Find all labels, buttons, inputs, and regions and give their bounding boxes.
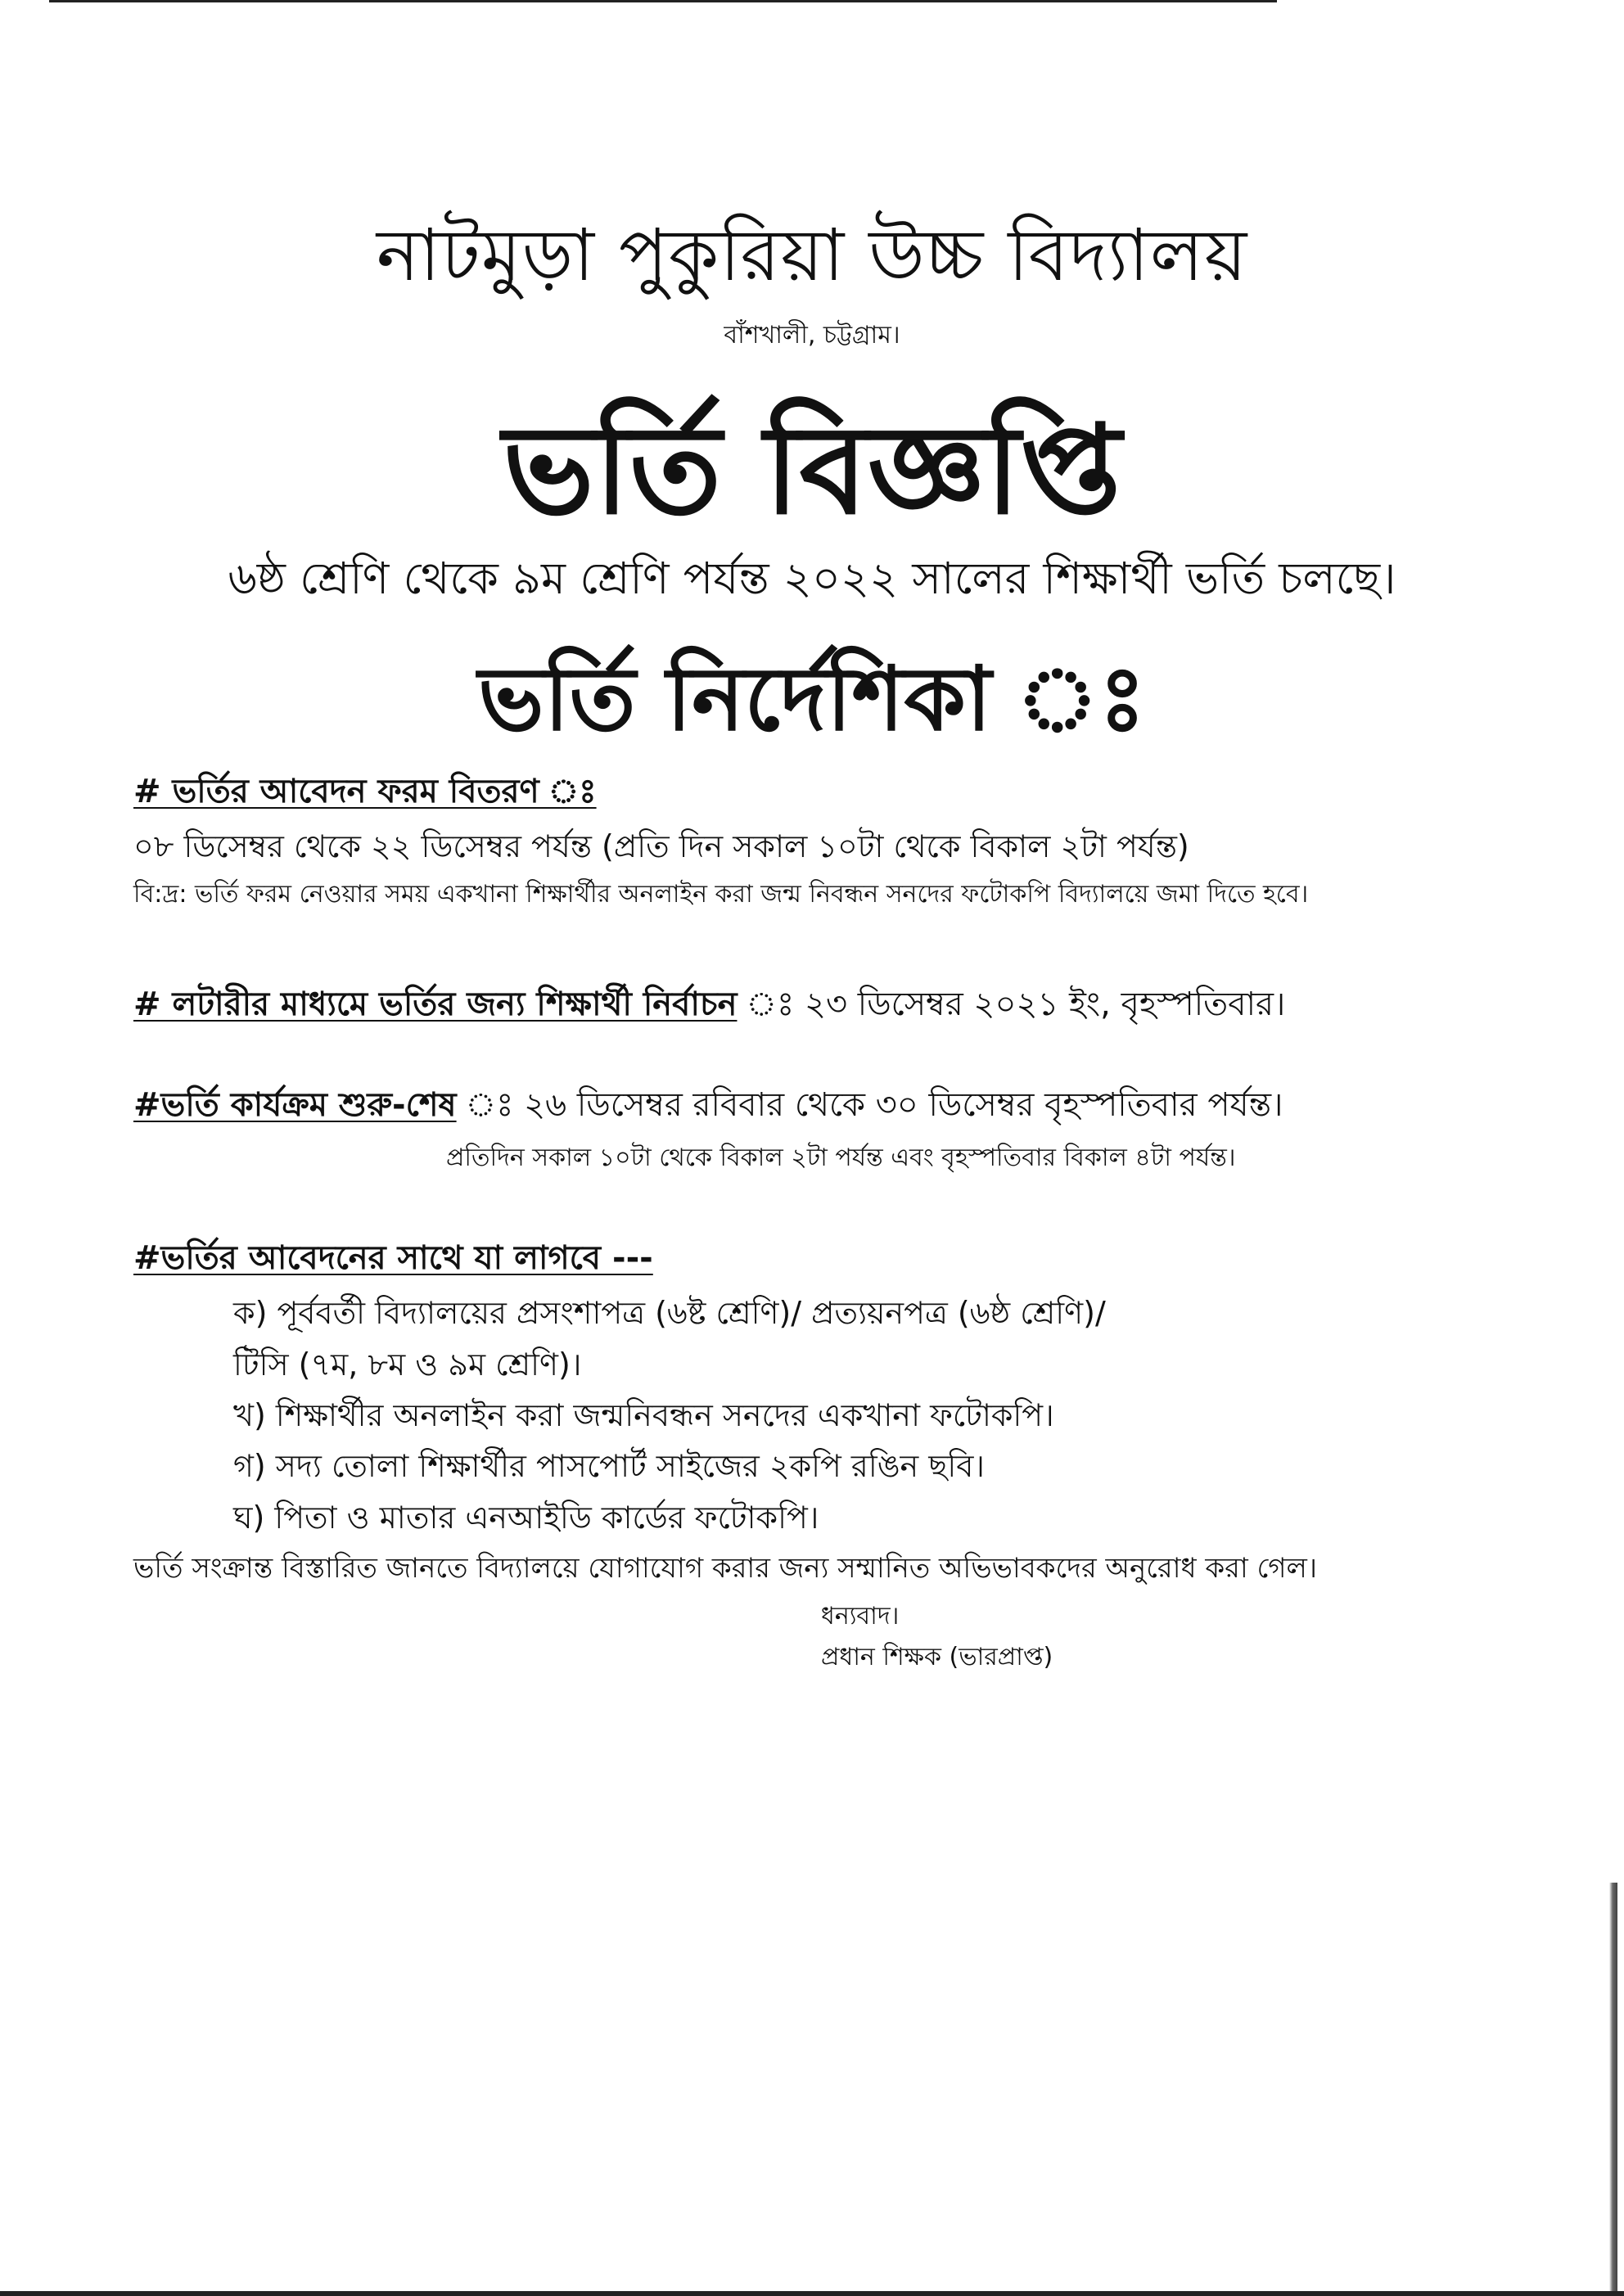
thanks-text: ধন্যবাদ। <box>821 1602 900 1631</box>
lottery-line <box>133 978 1285 1033</box>
admission-timing: প্রতিদিন সকাল ১০টা থেকে বিকাল ২টা পর্যন্ত এবং বৃহস্পতিবার বিকাল ৪টা পর্যন্ত। <box>446 1143 1236 1172</box>
top-scan-edge <box>49 0 1277 2</box>
form-distribution-dates: ০৮ ডিসেম্বর থেকে ২২ ডিসেম্বর পর্যন্ত (প্রতি দিন সকাল ১০টা থেকে বিকাল ২টা পর্যন্ত) <box>133 828 1189 864</box>
requirement-item-kha: খ) শিক্ষার্থীর অনলাইন করা জন্মনিবন্ধন সনদের একখানা ফটোকপি। <box>233 1397 1054 1433</box>
form-distribution-note: বি:দ্র: ভর্তি ফরম নেওয়ার সময় একখানা শিক্ষার্থীর অনলাইন করা জন্ম নিবন্ধন সনদের ফটোকপি বিদ্যালয়ে জমা দিতে হবে। <box>133 880 1309 909</box>
contact-request: ভর্তি সংক্রান্ত বিস্তারিত জানতে বিদ্যালয়ে যোগাযোগ করার জন্য সম্মানিত অভিভাবকদের অনুরোধ করা গেল। <box>133 1552 1318 1585</box>
requirement-item-ga: গ) সদ্য তোলা শিক্ষার্থীর পাসপোর্ট সাইজের ২কপি রঙিন ছবি। <box>233 1448 985 1484</box>
guide-title: ভর্তি নির্দেশিকা ঃ <box>478 648 1146 751</box>
bottom-scan-edge <box>0 2291 1624 2296</box>
admission-line <box>133 1079 1283 1134</box>
admission-heading: #ভর্তি কার্যক্রম শুরু-শেষ <box>133 1086 457 1124</box>
admission-subtitle: ৬ষ্ঠ শ্রেণি থেকে ৯ম শ্রেণি পর্যন্ত ২০২২ সালের শিক্ষার্থী ভর্তি চলছে। <box>228 553 1396 604</box>
admission-dates: ঃ ২৬ ডিসেম্বর রবিবার থেকে ৩০ ডিসেম্বর বৃহস্পতিবার পর্যন্ত। <box>456 1086 1283 1124</box>
form-distribution-heading: # ভর্তির আবেদন ফরম বিতরণ ঃ <box>133 773 597 810</box>
school-name: নাটমুড়া পুকুরিয়া উচ্চ বিদ্যালয় <box>376 213 1248 297</box>
scan-shadow-right <box>1609 1883 1617 2292</box>
requirement-item-tc: টিসি (৭ম, ৮ম ও ৯ম শ্রেণি)। <box>233 1346 582 1383</box>
school-address: বাঁশখালী, চট্টগ্রাম। <box>724 321 900 350</box>
signatory-text: প্রধান শিক্ষক (ভারপ্রাপ্ত) <box>821 1643 1053 1671</box>
requirements-heading: #ভর্তির আবেদনের সাথে যা লাগবে --- <box>133 1239 653 1277</box>
requirement-item-ka: ক) পূর্ববর্তী বিদ্যালয়ের প্রসংশাপত্র (৬ষ্ট শ্রেণি)/ প্রত্যয়নপত্র (৬ষ্ঠ শ্রেণি)/ <box>233 1295 1106 1331</box>
lottery-date: ঃ ২৩ ডিসেম্বর ২০২১ ইং, বৃহস্পতিবার। <box>737 986 1286 1023</box>
notice-title: ভর্তি বিজ্ঞপ্তি <box>503 399 1121 542</box>
requirement-item-gha: ঘ) পিতা ও মাতার এনআইডি কার্ডের ফটোকপি। <box>233 1500 819 1536</box>
lottery-heading: # লটারীর মাধ্যমে ভর্তির জন্য শিক্ষার্থী নির্বাচন <box>133 986 738 1023</box>
